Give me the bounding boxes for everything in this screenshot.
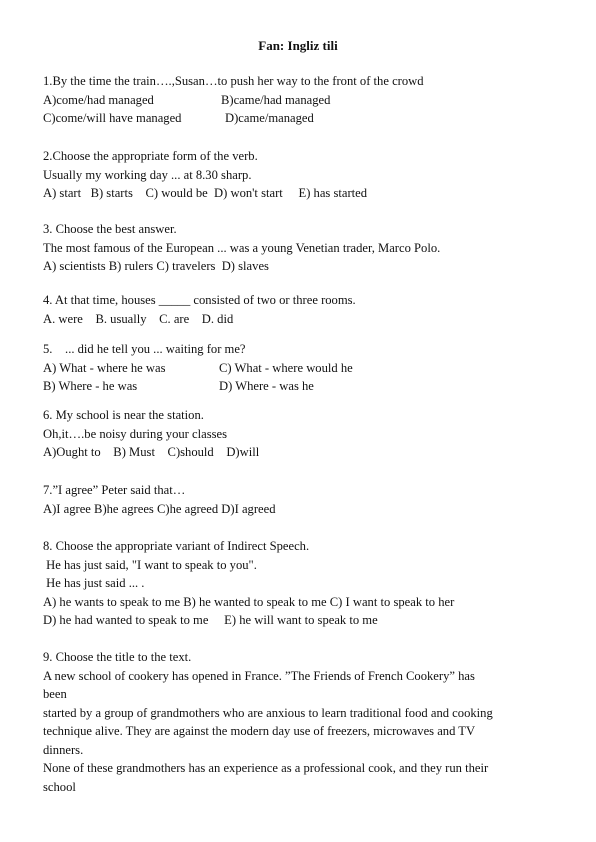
question-5-option-d: D) Where - was he xyxy=(219,379,314,393)
question-8 xyxy=(43,537,558,630)
question-9-text-line: school xyxy=(43,779,76,794)
question-5-option-b: B) Where - he was xyxy=(43,379,138,393)
question-4-options: A. were B. usually C. are D. did xyxy=(43,311,234,326)
question-9-text-line: None of these grandmothers has an experience as a professional cook, and they run their xyxy=(43,761,489,775)
question-9-text-line: A new school of cookery has opened in France. ”The Friends of French Cookery” has xyxy=(43,668,475,683)
question-3-options: A) scientists B) rulers C) travelers D) slaves xyxy=(43,259,269,273)
question-5 xyxy=(43,340,558,396)
question-5-options-row-1 xyxy=(43,359,558,378)
question-5-option-a: A) What - where he was xyxy=(43,360,166,375)
question-6-stem: 6. My school is near the station. xyxy=(43,408,204,422)
question-6 xyxy=(43,406,558,462)
question-3-sentence: The most famous of the European ... was a young Venetian trader, Marco Polo. xyxy=(43,240,441,255)
question-7-stem: 7.”I agree” Peter said that… xyxy=(43,483,186,497)
question-1-option-b: B)came/had managed xyxy=(221,92,331,107)
question-4 xyxy=(43,291,558,328)
question-5-options-row-2 xyxy=(43,377,558,396)
question-9 xyxy=(43,648,558,796)
question-1-options-row-2 xyxy=(43,109,558,128)
question-8-direct-speech: He has just said, "I want to speak to you". xyxy=(43,557,257,572)
question-6-options: A)Ought to B) Must C)should D)will xyxy=(43,445,260,459)
question-9-text-line: started by a group of grandmothers who are anxious to learn traditional food and cooking xyxy=(43,705,493,720)
question-9-text-line: dinners. xyxy=(43,742,84,757)
question-8-stem: 8. Choose the appropriate variant of Indirect Speech. xyxy=(43,539,310,553)
page-title: Fan: Ingliz tili xyxy=(258,38,338,53)
question-4-stem: 4. At that time, houses _____ consisted of two or three rooms. xyxy=(43,293,356,307)
question-8-indirect-speech: He has just said ... . xyxy=(43,576,145,590)
question-8-options-row-1: A) he wants to speak to me B) he wanted to speak to me C) I want to speak to her xyxy=(43,594,455,609)
question-5-option-c: C) What - where would he xyxy=(219,360,353,375)
question-2-sentence: Usually my working day ... at 8.30 sharp. xyxy=(43,167,252,182)
question-6-sentence: Oh,it….be noisy during your classes xyxy=(43,426,227,441)
question-1-stem: 1.By the time the train….,Susan…to push her way to the front of the crowd xyxy=(43,74,424,88)
question-2-stem: 2.Choose the appropriate form of the verb. xyxy=(43,149,258,163)
question-1-option-a: A)come/had managed xyxy=(43,92,154,107)
question-1-option-d: D)came/managed xyxy=(225,111,314,125)
question-2-options: A) start B) starts C) would be D) won't start E) has started xyxy=(43,186,368,200)
question-1-options-row-1 xyxy=(43,91,558,110)
question-1 xyxy=(43,72,558,128)
question-3 xyxy=(43,220,558,276)
question-9-stem: 9. Choose the title to the text. xyxy=(43,650,192,664)
question-5-stem: 5. ... did he tell you ... waiting for me? xyxy=(43,342,246,356)
question-3-stem: 3. Choose the best answer. xyxy=(43,222,177,236)
question-8-options-row-2: D) he had wanted to speak to me E) he will want to speak to me xyxy=(43,613,378,627)
question-7-options: A)I agree B)he agrees C)he agreed D)I agreed xyxy=(43,501,276,516)
question-9-text-line: been xyxy=(43,687,67,701)
question-1-option-c: C)come/will have managed xyxy=(43,111,182,125)
question-9-text-line: technique alive. They are against the modern day use of freezers, microwaves and TV xyxy=(43,724,476,738)
question-7 xyxy=(43,481,558,518)
question-2 xyxy=(43,147,558,203)
